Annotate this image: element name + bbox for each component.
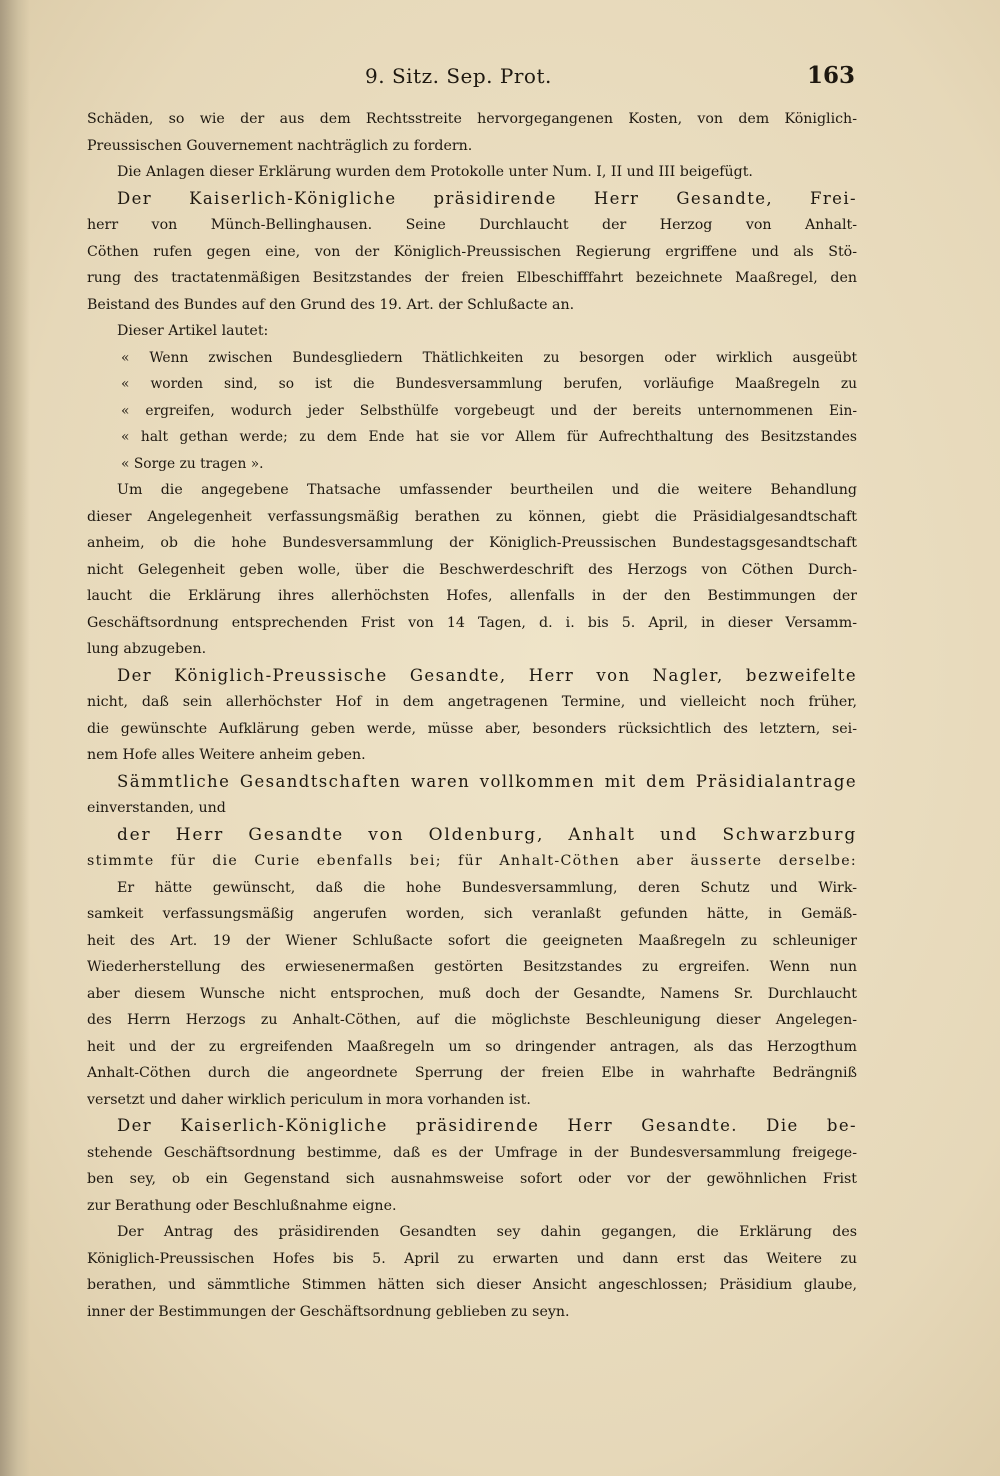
- body-text: [87, 106, 857, 1325]
- running-head: 9. Sitz. Sep. Prot.: [365, 64, 552, 88]
- text-line: Anhalt-Cöthen durch die angeordnete Sperrung der freien Elbe in wahrhafte Bedrängniß: [87, 1065, 857, 1081]
- text-line: Geschäftsordnung entsprechenden Frist von 14 Tagen, d. i. bis 5. April, in dieser Versamm-: [87, 614, 857, 631]
- page-number: 163: [806, 62, 855, 89]
- text-line: der Herr Gesandte von Oldenburg, Anhalt und Schwarzburg: [117, 824, 857, 845]
- text-line: samkeit verfassungsmäßig angerufen worden, sich veranlaßt gefunden hätte, in Gemäß-: [87, 906, 857, 922]
- text-line: stehende Geschäftsordnung bestimme, daß es der Umfrage in der Bundesversammlung freigege-: [87, 1144, 857, 1161]
- text-line: Der Kaiserlich-Königliche präsidirende Herr Gesandte. Die be-: [117, 1116, 857, 1135]
- text-line: herr von Münch-Bellinghausen. Seine Durchlaucht der Herzog von Anhalt-: [87, 217, 857, 233]
- text-line: « worden sind, so ist die Bundesversammlung berufen, vorläufige Maaßregeln zu: [121, 376, 857, 392]
- text-line: Um die angegebene Thatsache umfassender beurtheilen und die weitere Behandlung: [117, 482, 857, 498]
- text-line: Dieser Artikel lautet:: [117, 323, 269, 339]
- text-line: zur Berathung oder Beschlußnahme eigne.: [87, 1197, 397, 1214]
- page-gutter-shadow: [0, 0, 30, 1476]
- text-line: « halt gethan werde; zu dem Ende hat sie vor Allem für Aufrechthaltung des Besitzstandes: [121, 429, 857, 445]
- text-line: anheim, ob die hohe Bundesversammlung der Königlich-Preussischen Bundestagsgesandtschaft: [87, 535, 857, 551]
- text-line: lung abzugeben.: [87, 641, 207, 657]
- text-line: die gewünschte Aufklärung geben werde, müsse aber, besonders rücksichtlich des letztern, sei-: [87, 720, 857, 737]
- text-line: « Sorge zu tragen ».: [121, 455, 264, 472]
- text-line: inner der Bestimmungen der Geschäftsordnung geblieben zu seyn.: [87, 1303, 570, 1320]
- text-line: Sämmtliche Gesandtschaften waren vollkommen mit dem Präsidialantrage: [117, 771, 857, 791]
- text-line: laucht die Erklärung ihres allerhöchsten Hofes, allenfalls in der den Bestimmungen der: [87, 588, 857, 604]
- text-line: nem Hofe alles Weitere anheim geben.: [87, 747, 366, 763]
- text-line: stimmte für die Curie ebenfalls bei; für Anhalt-Cöthen aber äusserte derselbe:: [87, 853, 857, 869]
- text-line: Der Antrag des präsidirenden Gesandten sey dahin gegangen, die Erklärung des: [117, 1224, 857, 1240]
- text-line: Cöthen rufen gegen eine, von der Königlich-Preussischen Regierung ergriffene und als Stö-: [87, 243, 857, 260]
- text-line: Die Anlagen dieser Erklärung wurden dem Protokolle unter Num. I, II und III beigefügt.: [117, 164, 753, 180]
- text-line: Preussischen Gouvernement nachträglich zu fordern.: [87, 137, 473, 154]
- text-line: Er hätte gewünscht, daß die hohe Bundesversammlung, deren Schutz und Wirk-: [117, 879, 857, 896]
- text-line: Der Königlich-Preussische Gesandte, Herr von Nagler, bezweifelte: [117, 665, 857, 685]
- text-line: rung des tractatenmäßigen Besitzstandes der freien Elbeschifffahrt bezeichnete Maaßregel, den: [87, 270, 857, 286]
- text-line: ben sey, ob ein Gegenstand sich ausnahmsweise sofort oder vor der gewöhnlichen Frist: [87, 1171, 857, 1187]
- text-line: Beistand des Bundes auf den Grund des 19. Art. der Schlußacte an.: [87, 296, 575, 313]
- text-line: einverstanden, und: [87, 800, 226, 816]
- text-line: heit und der zu ergreifenden Maaßregeln um so dringender antragen, als das Herzogthum: [87, 1038, 857, 1055]
- text-line: aber diesem Wunsche nicht entsprochen, muß doch der Gesandte, Namens Sr. Durchlaucht: [87, 985, 857, 1002]
- text-line: des Herrn Herzogs zu Anhalt-Cöthen, auf die möglichste Beschleunigung dieser Angelegen-: [87, 1012, 857, 1028]
- page-header: [85, 62, 855, 94]
- text-line: heit des Art. 19 der Wiener Schlußacte sofort die geeigneten Maaßregeln zu schleuniger: [87, 932, 857, 949]
- text-line: Königlich-Preussischen Hofes bis 5. April zu erwarten und dann erst das Weitere zu: [87, 1250, 857, 1267]
- text-line: Wiederherstellung des erwiesenermaßen gestörten Besitzstandes zu ergreifen. Wenn nun: [87, 959, 857, 975]
- text-line: Der Kaiserlich-Königliche präsidirende Herr Gesandte, Frei-: [117, 188, 857, 208]
- text-line: berathen, und sämmtliche Stimmen hätten sich dieser Ansicht angeschlossen; Präsidium glaube,: [87, 1277, 857, 1293]
- text-line: dieser Angelegenheit verfassungsmäßig berathen zu können, giebt die Präsidialgesandtschaft: [87, 508, 857, 525]
- text-line: nicht, daß sein allerhöchster Hof in dem angetragenen Termine, und vielleicht noch früher,: [87, 694, 857, 710]
- text-line: « Wenn zwischen Bundesgliedern Thätlichkeiten zu besorgen oder wirklich ausgeübt: [121, 349, 857, 366]
- text-line: « ergreifen, wodurch jeder Selbsthülfe vorgebeugt und der bereits unternommenen Ein-: [121, 402, 857, 419]
- text-line: nicht Gelegenheit geben wolle, über die Beschwerdeschrift des Herzogs von Cöthen Durch-: [87, 561, 857, 578]
- text-line: versetzt und daher wirklich periculum in mora vorhanden ist.: [87, 1091, 531, 1108]
- text-line: Schäden, so wie der aus dem Rechtsstreite hervorgegangenen Kosten, von dem Königlich-: [87, 111, 857, 127]
